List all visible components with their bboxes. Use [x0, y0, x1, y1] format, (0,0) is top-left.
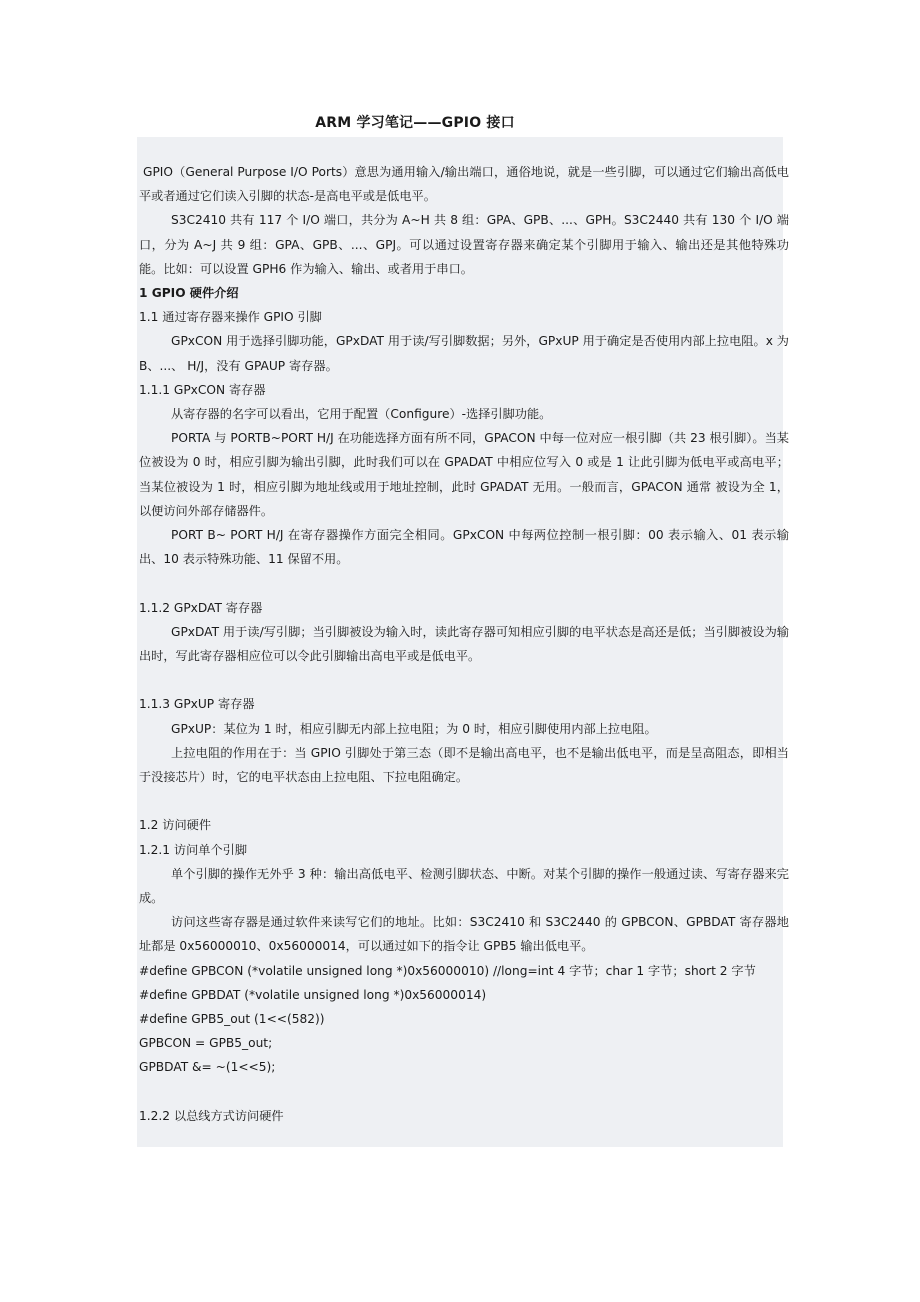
paragraph-ports-count: S3C2410 共有 117 个 I/O 端口，共分为 A~H 共 8 组：GPA、GPB、...、GPH。S3C2440 共有 130 个 I/O 端口，分为 A~J 共 9 组：GPA、GPB、...、GPJ。可以通过设置寄存器来确定某个引脚用于输入、输出还是其他特殊功能。比如：可以设置 GPH6 作为输入、输出、或者用于串口。 — [139, 213, 789, 276]
code-line-gpbdat-define: #define GPBDAT (*volatile unsigned long *)0x56000014) — [139, 987, 487, 1002]
blank-line — [139, 1080, 789, 1104]
blank-line — [139, 571, 789, 595]
paragraph-pullup-role: 上拉电阻的作用在于：当 GPIO 引脚处于第三态（即不是输出高电平，也不是输出低电平，而是呈高阻态，即相当于没接芯片）时，它的电平状态由上拉电阻、下拉电阻确定。 — [139, 745, 789, 785]
code-line-gpbcon-assign: GPBCON = GPB5_out; — [139, 1036, 273, 1051]
heading-1-1-registers: 1.1 通过寄存器来操作 GPIO 引脚 — [139, 310, 322, 325]
heading-1-1-3-gpxup: 1.1.3 GPxUP 寄存器 — [139, 697, 255, 712]
heading-1-1-1-gpxcon: 1.1.1 GPxCON 寄存器 — [139, 382, 266, 397]
paragraph-register-address: 访问这些寄存器是通过软件来读写它们的地址。比如：S3C2410 和 S3C2440 的 GPBCON、GPBDAT 寄存器地址都是 0x56000010、0x56000014，可以通过如下的指令让 GPB5 输出低电平。 — [139, 915, 789, 954]
code-line-gpbcon-define: #define GPBCON (*volatile unsigned long *)0x56000010) //long=int 4 字节；char 1 字节；short 2 字节 — [139, 963, 756, 978]
paragraph-gpxcon-configure: 从寄存器的名字可以看出，它用于配置（Configure）-选择引脚功能。 — [171, 407, 552, 422]
paragraph-single-pin-ops: 单个引脚的操作无外乎 3 种：输出高低电平、检测引脚状态、中断。对某个引脚的操作一般通过读、写寄存器来完成。 — [139, 866, 789, 906]
code-line-gpb5-define: #define GPB5_out (1<<(582)) — [139, 1012, 325, 1027]
heading-1-1-2-gpxdat: 1.1.2 GPxDAT 寄存器 — [139, 600, 263, 615]
paragraph-gpxup-bits: GPxUP：某位为 1 时，相应引脚无内部上拉电阻；为 0 时，相应引脚使用内部上拉电阻。 — [171, 721, 657, 736]
paragraph-register-roles: GPxCON 用于选择引脚功能，GPxDAT 用于读/写引脚数据；另外，GPxUP 用于确定是否使用内部上拉电阻。x 为 B、...、 H/J，没有 GPAUP 寄存器。 — [139, 334, 789, 373]
paragraph-gpxdat-usage: GPxDAT 用于读/写引脚；当引脚被设为输入时，读此寄存器可知相应引脚的电平状态是高还是低；当引脚被设为输出时，写此寄存器相应位可以令此引脚输出高电平或是低电平。 — [139, 624, 789, 664]
paragraph-gpio-intro: GPIO（General Purpose I/O Ports）意思为通用输入/输出端口，通俗地说，就是一些引脚，可以通过它们输出高低电平或者通过它们读入引脚的状态-是高电平或是低电平。 — [139, 165, 789, 204]
blank-line — [139, 668, 789, 692]
code-line-gpbdat-assign: GPBDAT &= ~(1<<5); — [139, 1060, 276, 1075]
heading-1-2-access-hardware: 1.2 访问硬件 — [139, 818, 212, 833]
heading-1-2-2-bus-access: 1.2.2 以总线方式访问硬件 — [139, 1108, 284, 1123]
document-title: ARM 学习笔记——GPIO 接口 — [315, 115, 515, 131]
paragraph-portb-control: PORT B~ PORT H/J 在寄存器操作方面完全相同。GPxCON 中每两位控制一根引脚：00 表示输入、01 表示输出、10 表示特殊功能、11 保留不用。 — [139, 528, 789, 567]
heading-1-gpio-hardware: 1 GPIO 硬件介绍 — [139, 286, 239, 301]
paragraph-porta-difference: PORTA 与 PORTB~PORT H/J 在功能选择方面有所不同，GPACON 中每一位对应一根引脚（共 23 根引脚）。当某位被设为 0 时，相应引脚为输出引脚，此时我们可以在 GPADAT 中相应位写入 0 或是 1 让此引脚为低电平或高电平；当某位被设为 1 时，相应引脚为地址线或用于地址控制，此时 GPADAT 无用。一般而言，GPACON 通常 被设为全 1，以便访问外部存储器件。 — [139, 431, 789, 518]
document-body — [139, 160, 789, 1128]
heading-1-2-1-single-pin: 1.2.1 访问单个引脚 — [139, 842, 248, 857]
blank-line — [139, 789, 789, 813]
